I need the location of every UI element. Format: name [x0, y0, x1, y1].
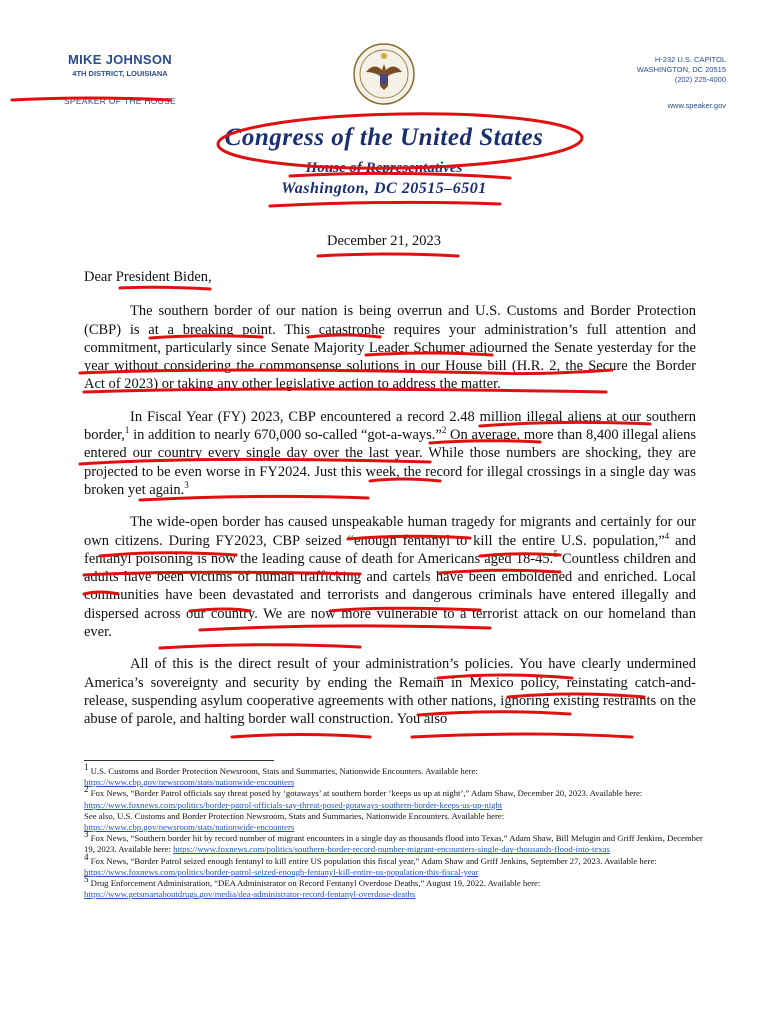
paragraph-2-text-a: In Fiscal Year (FY) 2023, CBP encountered a record 2.48 million illegal aliens at our southern border,	[84, 408, 696, 444]
footnote-3-link[interactable]: https://www.foxnews.com/politics/southern-border-record-number-migrant-encounters-single-day-thousands-flood-into-texas	[173, 844, 610, 855]
footnote-mark-1: 1	[84, 762, 89, 773]
footnote-2-see-also: See also, U.S. Customs and Border Protection Newsroom, Stats and Summaries, Nationwide Encounters. Available here:	[84, 810, 505, 821]
member-role: SPEAKER OF THE HOUSE	[63, 96, 177, 106]
congressional-seal-icon	[352, 42, 416, 106]
paragraph-1-text: The southern border of our nation is being overrun and U.S. Customs and Border Protection (CBP) is at a breaking point. This catastrophe requires your administration’s full attention and commitment, particularly since Senate Majority Leader Schumer adjourned the Senate yesterday for the year without considering the commonsense solutions in our House bill (H.R. 2, the Secure the Border Act of 2023) or taking any other legislative action to address the matter.	[84, 303, 696, 393]
paragraph-2-text-c: On average, more than 8,400 illegal aliens entered our country every single day over the last year. While those numbers are shocking, they are projected to be even worse in FY2024. Just this week, the record for illegal crossings in a single day was broken yet again.	[84, 427, 696, 498]
letterhead-subtitle: House of Representatives	[305, 160, 463, 176]
letter-date: December 21, 2023	[327, 233, 441, 249]
paragraph-3-text-b: and fentanyl poisoning is now the leading cause of death for Americans aged 18-45.	[84, 532, 697, 567]
footnote-2-link[interactable]: https://www.foxnews.com/politics/border-patrol-officials-say-threat-posed-gotaways-southern-border-keeps-us-up-night	[84, 799, 503, 810]
member-district: 4TH DISTRICT, LOUISIANA	[72, 69, 168, 78]
address-line-2: WASHINGTON, DC 20515	[636, 65, 726, 74]
footnote-divider	[84, 760, 274, 761]
footnote-4-text: Fox News, “Border Patrol seized enough fentanyl to kill entire US population this fiscal year,” Adam Shaw and Griff Jenkins, September 27, 2023. Available here:	[90, 855, 657, 866]
footnote-4	[84, 851, 704, 878]
letterhead-city: Washington, DC 20515–6501	[281, 180, 487, 197]
footnote-5-text: Drug Enforcement Administration, “DEA Administrator on Record Fentanyl Overdose Deaths,” August 19, 2022. Available here:	[90, 878, 541, 889]
footnote-ref-4[interactable]: 4	[664, 530, 670, 541]
footnote-2-see-also-link[interactable]: https://www.cbp.gov/newsroom/stats/nationwide-encounters	[84, 822, 295, 833]
footnote-4-link[interactable]: https://www.foxnews.com/politics/border-patrol-seized-enough-fentanyl-kill-entire-us-population-this-fiscal-year	[84, 866, 479, 877]
paragraph-3-text-a: The wide-open border has caused unspeakable human tragedy for migrants and certainly for our own citizens. During FY2023, CBP seized “enough fentanyl to kill the entire U.S. population,”	[84, 514, 696, 549]
salutation: Dear President Biden,	[84, 269, 212, 285]
letterhead-left	[40, 52, 200, 106]
footnote-mark-2: 2	[84, 784, 89, 795]
footnote-2	[84, 784, 704, 833]
footnote-ref-3[interactable]: 3	[184, 480, 189, 491]
paragraph-2	[84, 408, 696, 499]
footnotes	[84, 762, 704, 900]
footnote-1-link[interactable]: https://www.cbp.gov/newsroom/stats/nationwide-encounters	[84, 777, 295, 788]
paragraph-4-text: All of this is the direct result of your administration’s policies. You have clearly undermined America’s sovereignty and security by ending the Remain in Mexico policy, reinstating catch-and-release, suspending asylum cooperative agreements with other nations, ignoring existing restraints on the abuse of parole, and halting border wall construction. You also	[84, 656, 696, 728]
footnote-ref-1[interactable]: 1	[124, 425, 130, 436]
footnote-1	[84, 762, 704, 788]
letterhead-right	[637, 55, 726, 111]
member-name: MIKE JOHNSON	[67, 52, 172, 67]
footnote-2-text: Fox News, “Border Patrol officials say threat posed by ‘gotaways’ at southern border ‘keeps us up at night’,” Adam Shaw, December 20, 2023. Available here:	[90, 788, 643, 799]
footnote-mark-5: 5	[84, 874, 89, 885]
address-line-1: H-232 U.S. CAPITOL	[654, 55, 726, 64]
footnote-mark-3: 3	[84, 829, 89, 840]
footnote-ref-5[interactable]: 5	[553, 549, 558, 560]
paragraph-3	[84, 513, 696, 641]
marker-underline-date	[318, 254, 458, 256]
paragraph-2-text-b: in addition to nearly 670,000 so-called “got-a-ways.”	[129, 427, 442, 444]
footnote-ref-2[interactable]: 2	[441, 425, 447, 436]
footnote-mark-4: 4	[84, 851, 89, 862]
footnote-5	[84, 874, 704, 900]
paragraph-1	[84, 302, 696, 393]
letterhead-title: Congress of the United States	[224, 124, 544, 151]
paragraph-4	[84, 655, 696, 728]
website-link[interactable]: www.speaker.gov	[667, 101, 726, 110]
phone-number: (202) 225-4000	[674, 75, 726, 84]
footnote-3	[84, 829, 704, 855]
paragraph-3-text-c: Countless children and adults have been victims of human trafficking and cartels have been emboldened and enriched. Local communities have been devastated and terrorists and dangerous criminals have entered illegally and dispersed across our country. We are now more vulnerable to a terrorist attack on our homeland than ever.	[84, 550, 696, 641]
footnote-3-text: Fox News, “Southern border hit by record number of migrant encounters in a single day as thousands flood into Texas,” Adam Shaw, Bill Melugin and Griff Jenkins, December 19, 2023. Available here:	[84, 833, 703, 855]
footnote-1-text: U.S. Customs and Border Protection Newsroom, Stats and Summaries, Nationwide Encounters. Available here:	[90, 766, 478, 776]
footnote-5-link[interactable]: https://www.getsmartaboutdrugs.gov/media/dea-administrator-record-fentanyl-overdose-deaths	[84, 889, 416, 900]
marker-underline-city	[270, 202, 500, 206]
letter-body	[84, 268, 696, 743]
